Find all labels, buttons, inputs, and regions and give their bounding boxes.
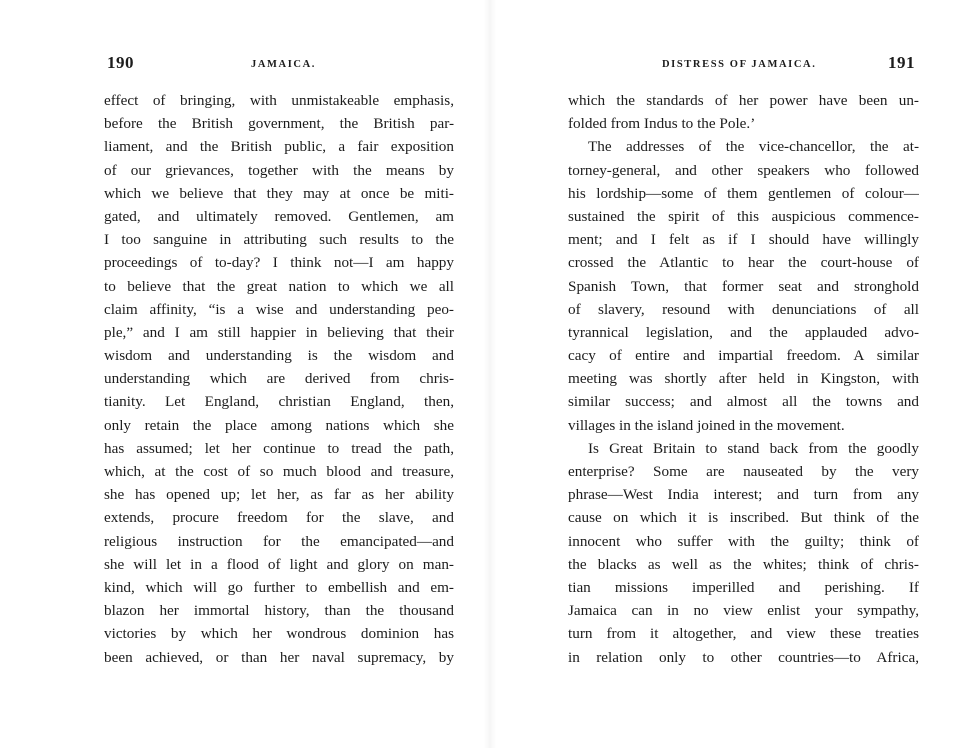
text-line: torney-general, and other speakers who followed: [568, 161, 919, 179]
text-line: tyrannical legislation, and the applauded advo-: [568, 323, 919, 341]
text-line: meeting was shortly after held in Kingston, with: [568, 370, 919, 388]
text-line: cause on which it is inscribed. But think of the: [568, 509, 919, 527]
right-page: [490, 0, 980, 748]
text-line: which the standards of her power have been un-: [568, 92, 919, 109]
text-line: wisdom and understanding is the wisdom and: [104, 347, 454, 365]
text-line: blazon her immortal history, than the thousand: [104, 602, 454, 620]
text-line: enterprise? Some are nauseated by the very: [568, 463, 919, 480]
text-line: which we believe that they may at once be miti-: [104, 184, 454, 202]
paragraph-start-line: The addresses of the vice-chancellor, the at-: [588, 138, 919, 156]
text-line: cacy of entire and impartial freedom. A similar: [568, 347, 919, 365]
text-line: villages in the island joined in the movement.: [568, 416, 845, 434]
text-line: phrase—West India interest; and turn from any: [568, 486, 919, 504]
text-line: in relation only to other countries—to Africa,: [568, 648, 919, 666]
text-line: sustained the spirit of this auspicious commence-: [568, 207, 919, 225]
text-line: similar success; and almost all the towns and: [568, 393, 919, 411]
text-line: Jamaica can in no view enlist your sympathy,: [568, 602, 919, 620]
text-line: kind, which will go further to embellish and em-: [104, 578, 454, 596]
text-line: claim affinity, “is a wise and understanding peo-: [104, 300, 454, 318]
page-number: 190: [107, 53, 134, 72]
page-body: [104, 89, 454, 669]
text-line: ple,” and I am still happier in believing that their: [104, 323, 454, 341]
text-line: proceedings of to-day? I think not—I am happy: [104, 254, 454, 272]
text-line: ment; and I felt as if I should have willingly: [568, 231, 919, 249]
paragraph-start-line: Is Great Britain to stand back from the goodly: [588, 439, 919, 457]
text-line: of slavery, resound with denunciations of all: [568, 300, 919, 318]
text-line: has assumed; let her continue to tread the path,: [104, 439, 454, 457]
text-line: only retain the place among nations which she: [104, 416, 454, 434]
text-line: which, at the cost of so much blood and treasure,: [104, 463, 454, 480]
text-line: turn from it altogether, and view these treaties: [568, 625, 919, 643]
text-line: of our grievances, together with the means by: [104, 161, 454, 179]
text-line: victories by which her wondrous dominion has: [104, 625, 454, 643]
text-line: she will let in a flood of light and glory on man-: [104, 555, 454, 573]
text-line: understanding which are derived from chris-: [104, 370, 454, 388]
text-line: tianity. Let England, christian England, then,: [104, 393, 454, 411]
text-line: his lordship—some of them gentlemen of colour—: [568, 184, 919, 202]
text-line: before the British government, the British par-: [104, 115, 454, 133]
page-number: 191: [888, 53, 915, 72]
page-body: [568, 89, 919, 669]
text-line: crossed the Atlantic to hear the court-house of: [568, 254, 919, 272]
text-line: extends, procure freedom for the slave, and: [104, 509, 454, 527]
text-line: been achieved, or than her naval supremacy, by: [104, 648, 454, 666]
text-line: folded from Indus to the Pole.’: [568, 115, 756, 133]
running-head: DISTRESS OF JAMAICA.: [662, 59, 817, 70]
text-line: gated, and ultimately removed. Gentlemen, am: [104, 207, 454, 225]
running-head: JAMAICA.: [251, 59, 317, 70]
text-line: liament, and the British public, a fair exposition: [104, 138, 454, 156]
text-line: innocent who suffer with the guilty; think of: [568, 532, 919, 550]
text-line: the blacks as well as the whites; think of chris-: [568, 555, 919, 573]
text-line: I too sanguine in attributing such results to the: [104, 231, 454, 249]
text-line: effect of bringing, with unmistakeable emphasis,: [104, 92, 454, 109]
text-line: tian missions imperilled and perishing. If: [568, 578, 919, 596]
text-line: to believe that the great nation to which we all: [104, 277, 454, 295]
text-line: she has opened up; let her, as far as her ability: [104, 486, 454, 504]
text-line: religious instruction for the emancipated—and: [104, 532, 454, 550]
text-line: Spanish Town, that former seat and stronghold: [568, 277, 919, 295]
